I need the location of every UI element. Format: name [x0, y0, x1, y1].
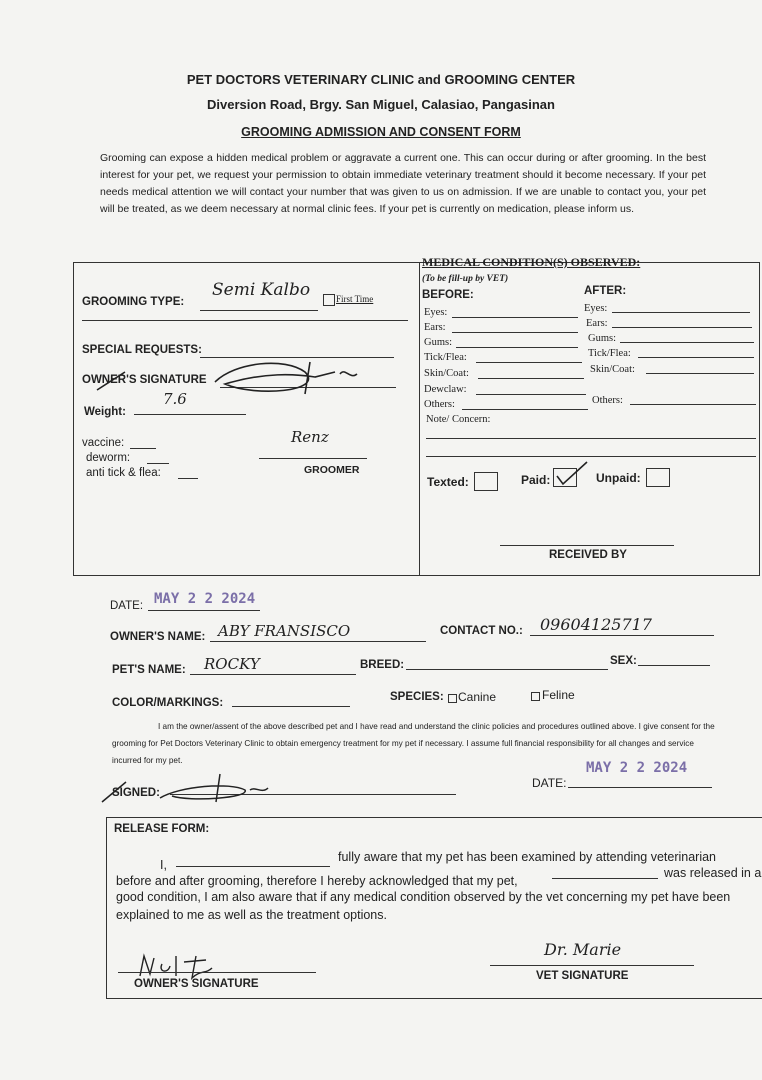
release-title: RELEASE FORM: [114, 823, 210, 835]
before-dewclaw: Dewclaw: [424, 384, 467, 395]
release-line1-prefix: I, [160, 858, 167, 872]
sex-label: SEX: [610, 655, 637, 667]
vaccine-line [130, 448, 156, 449]
after-skin: Skin/Coat: [590, 364, 635, 375]
first-time-label: First Time [336, 294, 374, 304]
pet-name-label: PET'S NAME: [112, 664, 186, 676]
grooming-type-value[interactable]: Semi Kalbo [212, 280, 311, 300]
clinic-name: PET DOCTORS VETERINARY CLINIC and GROOMING CENTER [186, 72, 576, 87]
groomer-label: GROOMER [304, 464, 360, 476]
owner-name-line [210, 641, 426, 642]
deworm-label: deworm: [86, 452, 131, 464]
groomer-value[interactable]: Renz [291, 428, 329, 446]
release-line2-prefix: before and after grooming, therefore I hereby acknowledged that my pet, [116, 874, 518, 888]
clinic-address: Diversion Road, Brgy. San Miguel, Calasiao, Pangasinan [207, 97, 555, 112]
note-line-2 [426, 456, 756, 457]
after-eyes: Eyes: [584, 303, 608, 314]
release-line2-suffix: was released in a [664, 866, 762, 880]
release-owner-label: OWNER'S SIGNATURE [134, 978, 259, 990]
pet-name-line [190, 674, 356, 675]
grooming-type-line-2 [82, 320, 408, 321]
release-line3: good condition, I am also aware that if any medical condition observed by the vet concerning my pet have been [116, 890, 731, 904]
after-ears-line [612, 327, 752, 328]
date-label: DATE: [110, 600, 144, 612]
texted-label: Texted: [427, 475, 469, 489]
species-label: SPECIES: [390, 691, 444, 703]
release-pet-line [552, 878, 658, 879]
vet-signature-label: VET SIGNATURE [536, 970, 629, 982]
before-tick-line [476, 362, 582, 363]
before-eyes: Eyes: [424, 307, 448, 318]
anti-tick-line [178, 478, 198, 479]
owner-signature-scribble [95, 352, 365, 402]
date-line [148, 610, 260, 611]
after-gums: Gums: [588, 333, 617, 344]
intro-paragraph: Grooming can expose a hidden medical problem or aggravate a current one. This can occur during or after grooming. In the best interest for your pet, we request your permission to obtain immediate veterinary treatment should it become necessary. If your pet needs medical attention we will contact your number that was given to us on admission. If we are unable to contact you, your pet will be treated, as we deem necessary at normal clinic fees. If your pet is currently on medication, please inform us. [100, 152, 706, 215]
before-gums-line [456, 347, 578, 348]
before-dewclaw-line [476, 394, 586, 395]
before-skin: Skin/Coat: [424, 368, 469, 379]
pet-name-value[interactable]: ROCKY [204, 655, 260, 673]
contact-label: CONTACT NO.: [440, 625, 523, 637]
weight-value[interactable]: 7.6 [163, 390, 187, 408]
after-tick: Tick/Flea: [588, 348, 631, 359]
signed-label: SIGNED: [112, 787, 160, 799]
admission-box [73, 262, 760, 576]
release-owner-line [118, 972, 316, 973]
before-tick: Tick/Flea: [424, 352, 467, 363]
canine-label: Canine [458, 690, 497, 704]
before-ears: Ears: [424, 322, 446, 333]
canine-checkbox[interactable] [448, 694, 457, 703]
before-skin-line [478, 378, 584, 379]
unpaid-checkbox[interactable] [646, 468, 670, 487]
owner-name-value[interactable]: ABY FRANSISCO [218, 622, 351, 640]
color-line [232, 706, 350, 707]
received-by-line [500, 545, 674, 546]
owner-name-label: OWNER'S NAME: [110, 631, 206, 643]
contact-line [530, 635, 714, 636]
after-eyes-line [612, 312, 750, 313]
first-time-checkbox[interactable] [323, 294, 335, 306]
form-title: GROOMING ADMISSION AND CONSENT FORM [241, 125, 521, 139]
after-skin-line [646, 373, 754, 374]
release-line4: explained to me as well as the treatment options. [116, 908, 387, 922]
after-tick-line [638, 357, 754, 358]
box-divider [419, 262, 420, 576]
breed-label: BREED: [360, 659, 405, 671]
consent-date-stamp[interactable]: MAY 2 2 2024 [586, 760, 688, 776]
after-others-line [630, 404, 756, 405]
unpaid-label: Unpaid: [596, 471, 641, 485]
before-eyes-line [452, 317, 578, 318]
vet-signature-value[interactable]: Dr. Marie [544, 940, 622, 959]
after-ears: Ears: [586, 318, 608, 329]
sex-line [638, 665, 710, 666]
note-label: Note/ Concern: [426, 414, 491, 425]
special-requests-label: SPECIAL REQUESTS: [82, 344, 202, 356]
deworm-line [147, 463, 169, 464]
received-by-label: RECEIVED BY [549, 549, 627, 561]
consent-text: I am the owner/assent of the above described pet and I have read and understand the clinic policies and procedures outlined above. I give consent for the grooming for Pet Doctors Veterinary Clinic to obtain emergency treatment for my pet if necessary. I assume full financial responsibility for all changes and service incurred for my pet. [112, 722, 715, 765]
medical-subtitle: (To be fill-up by VET) [422, 274, 509, 284]
grooming-type-label: GROOMING TYPE: [82, 296, 185, 308]
feline-label: Feline [542, 688, 575, 702]
vaccine-label: vaccine: [82, 437, 125, 449]
groomer-line [259, 458, 367, 459]
medical-title: MEDICAL CONDITION(S) OBSERVED: [422, 255, 641, 269]
weight-label: Weight: [84, 406, 126, 418]
texted-checkbox[interactable] [474, 472, 498, 491]
vet-signature-line [490, 965, 694, 966]
before-label: BEFORE: [422, 289, 474, 301]
owner-signature-label: OWNER'S SIGNATURE [82, 374, 207, 386]
release-name-line [176, 866, 330, 867]
before-ears-line [452, 332, 578, 333]
weight-line [134, 414, 246, 415]
before-others-line [462, 409, 588, 410]
breed-line [406, 669, 608, 670]
consent-date-line [568, 787, 712, 788]
before-others: Others: [424, 399, 455, 410]
date-stamp[interactable]: MAY 2 2 2024 [154, 591, 256, 607]
signed-scribble [100, 768, 300, 808]
note-line-1 [426, 438, 756, 439]
before-gums: Gums: [424, 337, 453, 348]
after-gums-line [620, 342, 754, 343]
feline-checkbox[interactable] [531, 692, 540, 701]
paid-check-mark [553, 458, 593, 488]
contact-value[interactable]: 09604125717 [540, 615, 652, 634]
anti-tick-label: anti tick & flea: [86, 467, 161, 479]
color-label: COLOR/MARKINGS: [112, 697, 224, 709]
paid-label: Paid: [521, 473, 551, 487]
consent-date-label: DATE: [532, 776, 567, 790]
after-others: Others: [592, 395, 623, 406]
release-line1-suffix: fully aware that my pet has been examined by attending veterinarian [338, 850, 717, 864]
grooming-type-line [200, 310, 318, 311]
after-label: AFTER: [584, 285, 627, 297]
